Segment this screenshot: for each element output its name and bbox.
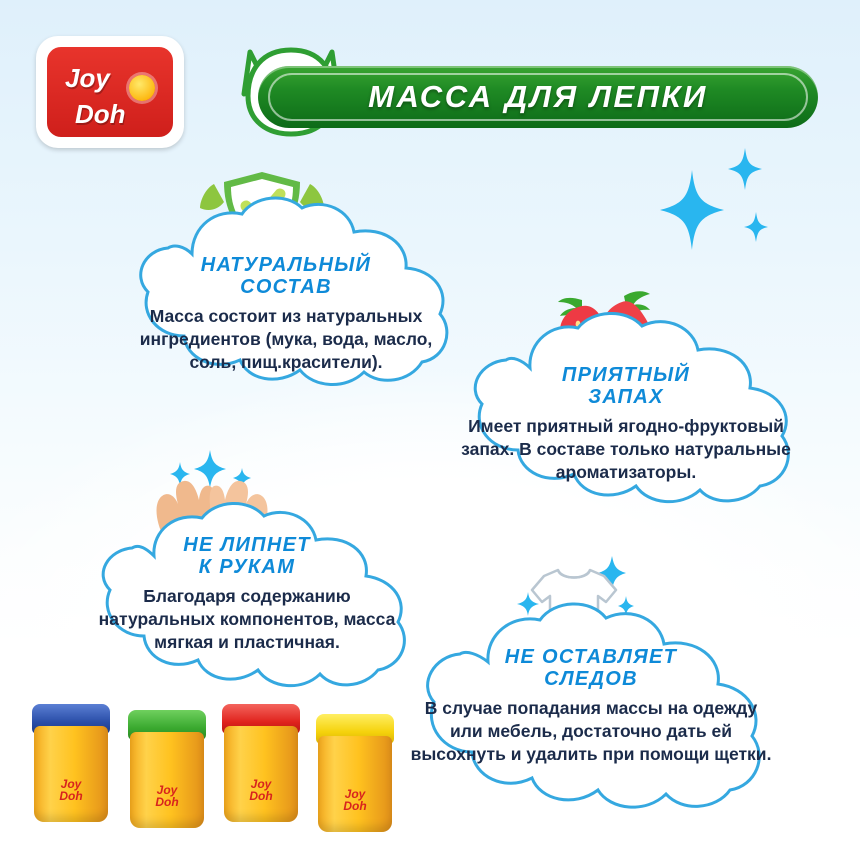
jar-yellow [316,714,394,832]
sparkle-icon [728,148,762,195]
jar-label-top: Joy [344,787,366,801]
feature-title-line2: ЗАПАХ [588,386,664,409]
feature-content [410,646,772,767]
jar-body [34,726,108,822]
page-title: МАССА ДЛЯ ЛЕПКИ [368,79,708,114]
feature-title-line1: НЕ ОСТАВЛЯЕТ [504,646,678,668]
feature-content [454,364,798,485]
sparkle-icon [660,170,724,255]
product-jars [32,694,402,828]
feature-body: Масса состоит из натуральных ингредиентов (мука, вода, масло, соль, пищ.красители). [139,305,433,373]
jar-green [128,710,206,828]
feature-title-line2: К РУКАМ [198,556,296,579]
jar-label-bottom: Doh [249,789,273,803]
jar-label-top: Joy [60,777,82,791]
feature-card-pleasant-smell [414,312,838,512]
jar-label-top: Joy [156,783,178,797]
jar-body [130,732,204,828]
jar-label [318,788,392,812]
jar-body [318,736,392,832]
feature-body: Благодаря содержанию натуральных компонентов, масса мягкая и пластичная. [98,585,396,653]
logo-word-top: Joy [65,63,110,93]
feature-body: В случае попадания массы на одежду или мебель, достаточно дать ей высохнуть и удалить при помощи щетки. [410,697,772,765]
header-banner [258,66,818,128]
jar-red [222,704,300,822]
jar-label-top: Joy [250,777,272,791]
feature-title-line2: СЛЕДОВ [544,668,638,691]
jar-body [224,726,298,822]
feature-title-line1: НЕ ЛИПНЕТ [183,534,311,556]
jar-label-bottom: Doh [155,795,179,809]
jar-label [34,778,108,802]
jar-label-bottom: Doh [59,789,83,803]
jar-label [130,784,204,808]
jar-blue [32,704,110,822]
logo-inner-frame [45,45,175,139]
feature-content [88,534,406,655]
feature-title-line1: НАТУРАЛЬНЫЙ [200,254,372,276]
feature-content [128,254,444,375]
logo-word-bottom: Doh [75,99,126,129]
feature-title-line1: ПРИЯТНЫЙ [561,364,691,386]
feature-title [88,534,406,579]
sparkle-icon [744,212,768,247]
feature-title [410,646,772,691]
jar-label-bottom: Doh [343,799,367,813]
sun-icon [129,75,155,101]
feature-body: Имеет приятный ягодно-фруктовый запах. В составе только натуральные ароматизаторы. [461,415,791,483]
feature-card-no-stains [376,600,806,822]
jar-label [224,778,298,802]
feature-title [454,364,798,409]
feature-title-line2: СОСТАВ [240,276,332,299]
feature-title [128,254,444,299]
brand-logo [36,36,184,148]
